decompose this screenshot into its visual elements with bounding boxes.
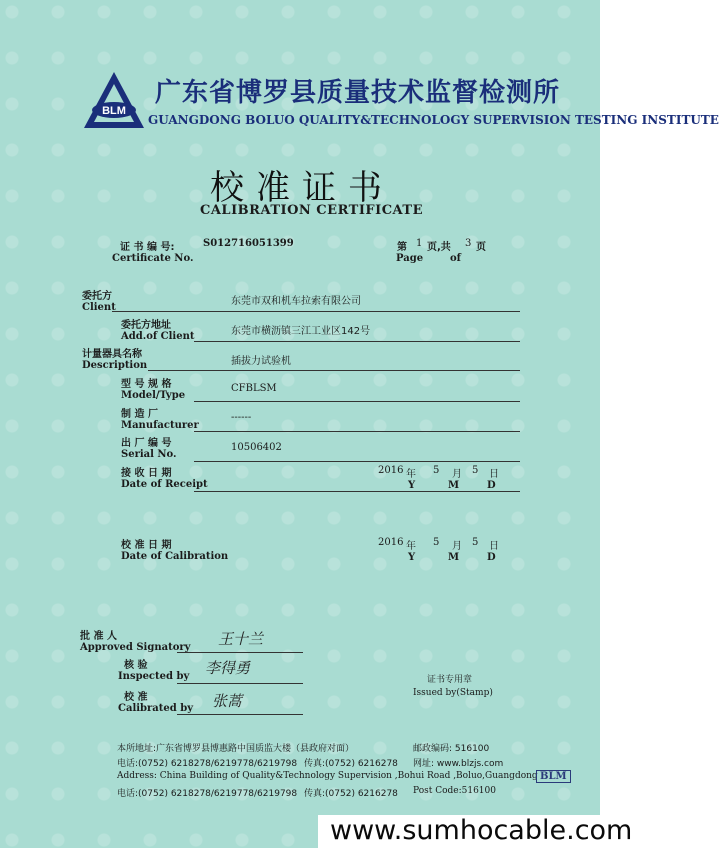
- page-label-cn-3: 页: [476, 242, 486, 253]
- manufacturer-underline: [194, 431, 520, 432]
- certificate-title-en: CALIBRATION CERTIFICATE: [200, 203, 424, 218]
- cert-no-label-en: Certificate No.: [112, 253, 194, 264]
- institute-name-cn: 广东省博罗县质量技术监督检测所: [155, 78, 561, 108]
- serial-value: 10506402: [231, 442, 282, 453]
- approved-underline: [177, 652, 303, 653]
- description-underline: [148, 370, 520, 371]
- model-value: CFBLSM: [231, 383, 277, 394]
- footer-fax-en: 传真:(0752) 6216278: [304, 789, 398, 799]
- footer-tel-cn: 电话:(0752) 6218278/6219778/6219798: [117, 759, 298, 769]
- footer-blm-mark: BLM: [536, 770, 571, 783]
- address-label-cn: 委托方地址: [121, 320, 171, 331]
- receipt-year-cn: 年: [406, 469, 416, 480]
- page-label-cn-1: 第: [397, 242, 407, 253]
- calibration-d-label: D: [487, 552, 496, 563]
- description-value: 插拔力试验机: [231, 356, 291, 367]
- certificate-title-cn: 校准证书: [210, 168, 394, 208]
- serial-label-cn: 出 厂 编 号: [121, 438, 172, 449]
- receipt-day: 5: [472, 465, 479, 476]
- calibration-date-label-cn: 校 准 日 期: [121, 540, 172, 551]
- cert-no-label-cn: 证 书 编 号:: [120, 242, 175, 253]
- calibration-day-cn: 日: [489, 541, 499, 552]
- calibration-year-cn: 年: [406, 541, 416, 552]
- model-label-cn: 型 号 规 格: [121, 379, 172, 390]
- site-watermark: www.sumhocable.com: [330, 815, 633, 846]
- page-number: 1: [416, 238, 423, 249]
- manufacturer-label-en: Manufacturer: [121, 420, 199, 431]
- receipt-year: 2016: [378, 465, 404, 476]
- footer-fax-cn: 传真:(0752) 6216278: [304, 759, 398, 769]
- inspected-label-en: Inspected by: [118, 671, 190, 682]
- blm-logo-icon: [82, 70, 146, 132]
- receipt-month-cn: 月: [452, 469, 462, 480]
- calibration-date-label-en: Date of Calibration: [121, 551, 229, 562]
- description-label-en: Description: [82, 360, 148, 371]
- footer-address-cn: 本所地址:广东省博罗县博惠路中国质监大楼（县政府对面）: [117, 744, 355, 754]
- client-label-cn: 委托方: [82, 291, 112, 302]
- page-total: 3: [465, 238, 472, 249]
- footer-zip-cn: 邮政编码: 516100: [413, 744, 490, 754]
- calibration-day: 5: [472, 537, 479, 548]
- footer-website: 网址: www.blzjs.com: [413, 759, 504, 769]
- calibration-year: 2016: [378, 537, 404, 548]
- receipt-d-label: D: [487, 480, 496, 491]
- inspected-signature: 李得勇: [205, 659, 251, 677]
- calibration-m-label: M: [448, 552, 460, 563]
- receipt-label-en: Date of Receipt: [121, 479, 208, 490]
- stamp-label-cn: 证书专用章: [427, 675, 473, 685]
- description-label-cn: 计量器具名称: [82, 349, 142, 360]
- approved-label-en: Approved Signatory: [80, 642, 191, 653]
- calibrated-label-cn: 校 准: [124, 692, 148, 703]
- manufacturer-value: ------: [231, 412, 252, 423]
- calibrated-label-en: Calibrated by: [118, 703, 194, 714]
- inspected-underline: [177, 683, 303, 684]
- approved-signature: 王十兰: [218, 630, 264, 648]
- calibrated-underline: [177, 714, 303, 715]
- receipt-m-label: M: [448, 480, 460, 491]
- calibrated-signature: 张蒿: [212, 692, 243, 710]
- footer-postcode: Post Code:516100: [413, 786, 496, 796]
- footer-tel-en: 电话:(0752) 6218278/6219778/6219798: [117, 789, 298, 799]
- stamp-label-en: Issued by(Stamp): [413, 688, 493, 698]
- receipt-underline: [194, 491, 520, 492]
- client-underline: [112, 311, 520, 312]
- footer-address-en: Address: China Building of Quality&Technology Supervision ,Bohui Road ,Boluo,Guangdong: [117, 771, 538, 781]
- of-label-en: of: [450, 253, 461, 264]
- receipt-month: 5: [433, 465, 440, 476]
- receipt-label-cn: 接 收 日 期: [121, 468, 172, 479]
- address-label-en: Add.of Client: [121, 331, 195, 342]
- calibration-month: 5: [433, 537, 440, 548]
- receipt-y-label: Y: [408, 480, 416, 491]
- manufacturer-label-cn: 制 造 厂: [121, 409, 158, 420]
- receipt-day-cn: 日: [489, 469, 499, 480]
- cert-no-value: S012716051399: [203, 238, 294, 249]
- calibration-month-cn: 月: [452, 541, 462, 552]
- client-value: 东莞市双和机车拉索有限公司: [231, 296, 361, 307]
- address-value: 东莞市横沥镇三江工业区142号: [231, 326, 371, 337]
- approved-label-cn: 批 准 人: [80, 631, 117, 642]
- client-label-en: Client: [82, 302, 116, 313]
- model-label-en: Model/Type: [121, 390, 186, 401]
- inspected-label-cn: 核 验: [124, 660, 148, 671]
- serial-underline: [194, 461, 520, 462]
- page-label-en: Page: [396, 253, 424, 264]
- calibration-y-label: Y: [408, 552, 416, 563]
- institute-name-en: GUANGDONG BOLUO QUALITY&TECHNOLOGY SUPERVISION TESTING INSTITUTE: [148, 113, 719, 127]
- svg-text:BLM: BLM: [102, 105, 126, 117]
- page-label-cn-2: 页,共: [427, 242, 451, 253]
- serial-label-en: Serial No.: [121, 449, 177, 460]
- model-underline: [194, 401, 520, 402]
- address-underline: [194, 341, 520, 342]
